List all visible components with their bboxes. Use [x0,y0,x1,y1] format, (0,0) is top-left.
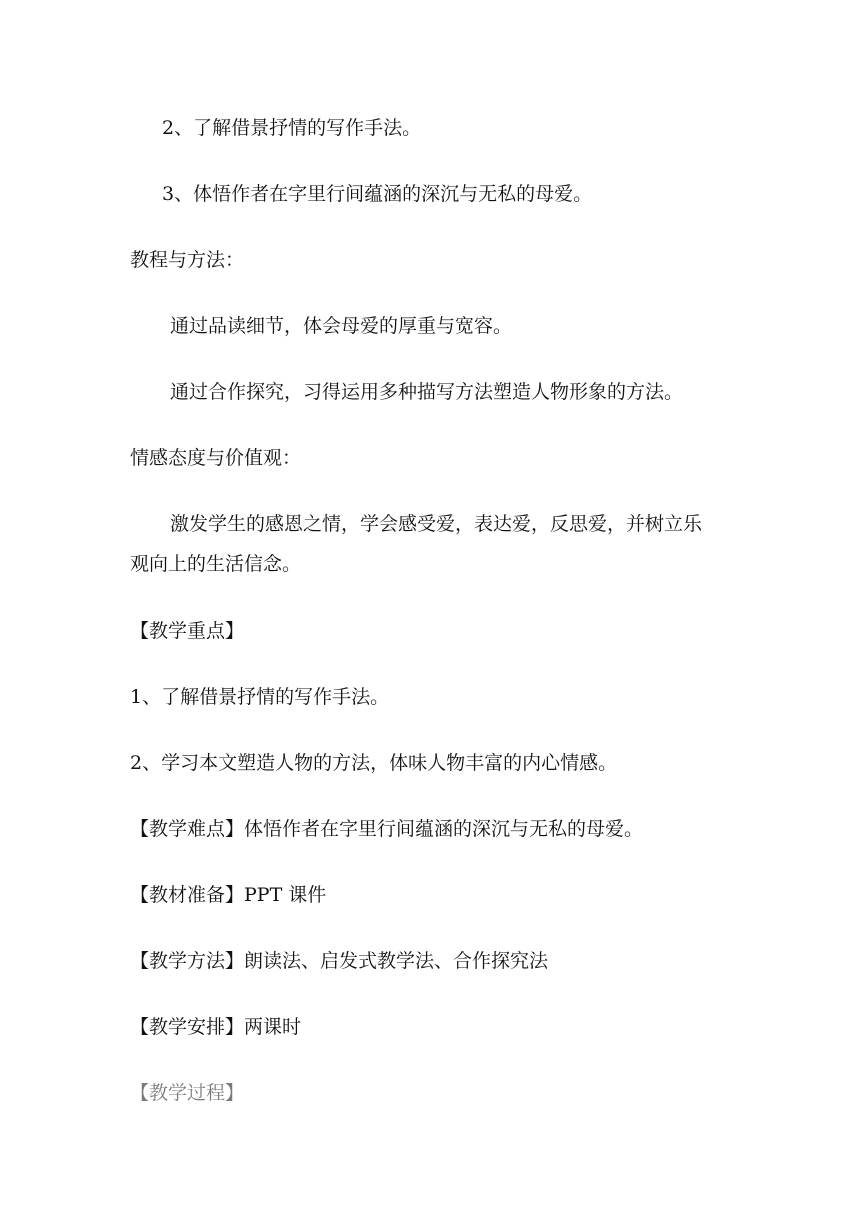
objective-item-2: 2、了解借景抒情的写作手法。 [162,117,422,139]
key-point-item-2: 2、学习本文塑造人物的方法，体味人物丰富的内心情感。 [130,752,618,774]
objective-item-3: 3、体悟作者在字里行间蕴涵的深沉与无私的母爱。 [162,183,593,205]
process-method-heading: 教程与方法： [130,249,245,271]
emotion-values-heading: 情感态度与价值观： [130,447,302,469]
schedule-line: 【教学安排】两课时 [130,1016,302,1038]
process-method-point-1: 通过品读细节，体会母爱的厚重与宽容。 [170,315,513,337]
key-point-item-1: 1、了解借景抒情的写作手法。 [130,686,390,708]
difficulty-line: 【教学难点】体悟作者在字里行间蕴涵的深沉与无私的母爱。 [130,818,644,840]
key-points-heading: 【教学重点】 [130,620,245,642]
methods-line: 【教学方法】朗读法、启发式教学法、合作探究法 [130,950,549,972]
emotion-values-text-line-2: 观向上的生活信念。 [130,553,302,575]
process-method-point-2: 通过合作探究，习得运用多种描写方法塑造人物形象的方法。 [170,381,684,403]
materials-line: 【教材准备】PPT 课件 [130,884,327,906]
process-heading: 【教学过程】 [130,1082,245,1104]
emotion-values-text-line-1: 激发学生的感恩之情，学会感受爱，表达爱，反思爱，并树立乐 [170,513,703,535]
